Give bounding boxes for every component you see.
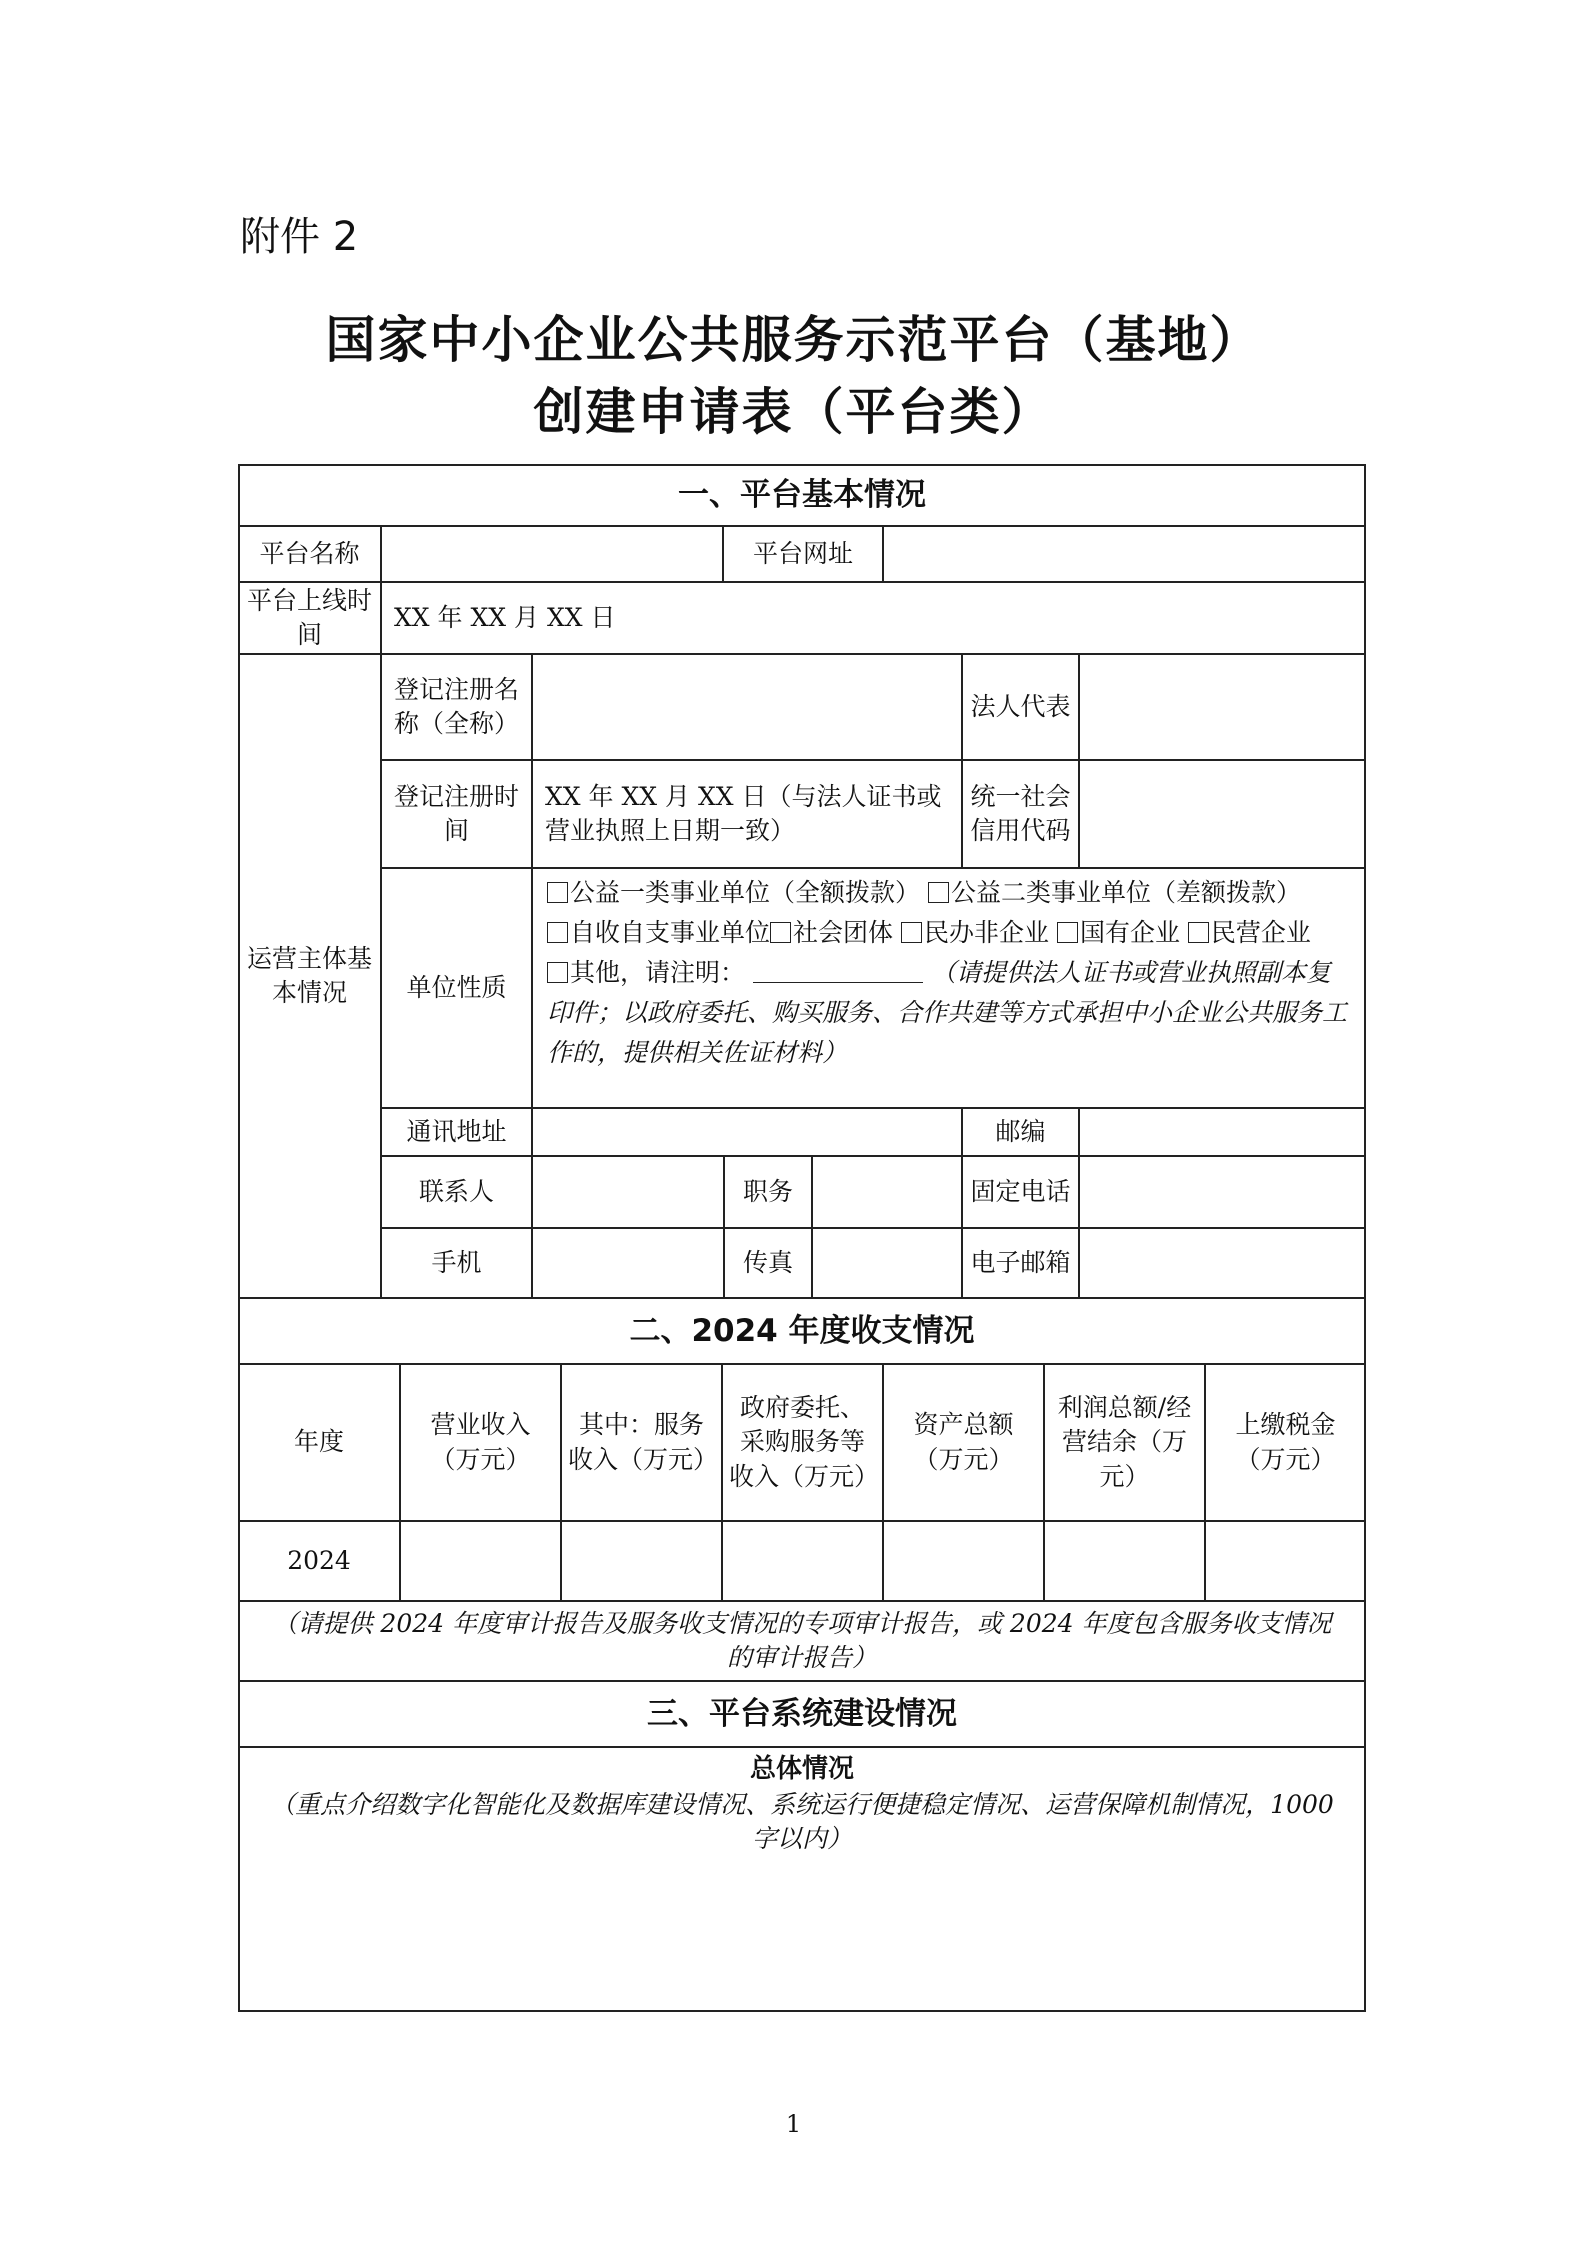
platform-url-field[interactable]	[883, 526, 1366, 582]
revenue-input[interactable]	[400, 1521, 561, 1601]
table-header-total-assets: 资产总额（万元）	[883, 1364, 1044, 1521]
section3-subheading: 总体情况	[749, 1754, 854, 1784]
nature-option-8-label: 其他，请注明：	[570, 958, 746, 987]
checkbox-icon	[547, 962, 568, 983]
checkbox-icon	[1057, 922, 1078, 943]
checkbox-icon	[770, 922, 791, 943]
legal-rep-field[interactable]	[1079, 654, 1366, 760]
phone-label: 固定电话	[962, 1156, 1079, 1228]
table-header-service-revenue: 其中：服务收入（万元）	[561, 1364, 722, 1521]
platform-name-field[interactable]	[381, 526, 723, 582]
email-field[interactable]	[1079, 1228, 1366, 1298]
fax-field[interactable]	[812, 1228, 962, 1298]
reg-name-field[interactable]	[532, 654, 962, 760]
nature-option-3[interactable]	[547, 918, 770, 947]
legal-rep-label: 法人代表	[962, 654, 1079, 760]
nature-option-2[interactable]	[928, 878, 1301, 907]
checkbox-icon	[547, 882, 568, 903]
nature-option-4[interactable]	[770, 918, 893, 947]
page-number: 1	[785, 2110, 802, 2138]
nature-option-2-label: 公益二类事业单位（差额拨款）	[950, 878, 1301, 907]
form-title-line1: 国家中小企业公共服务示范平台（基地）	[325, 311, 1262, 369]
fax-label: 传真	[724, 1228, 812, 1298]
table-row-year: 2024	[238, 1521, 400, 1601]
platform-name-label: 平台名称	[238, 526, 381, 582]
nature-option-1[interactable]	[547, 878, 920, 907]
checkbox-icon	[901, 922, 922, 943]
nature-label: 单位性质	[381, 868, 532, 1108]
credit-code-label: 统一社会信用代码	[962, 760, 1079, 868]
nature-option-4-label: 社会团体	[793, 918, 894, 947]
checkbox-icon	[1188, 922, 1209, 943]
platform-url-label: 平台网址	[723, 526, 883, 582]
nature-option-5-label: 民办非企业	[923, 918, 1049, 947]
form-title-line2: 创建申请表（平台类）	[533, 383, 1054, 441]
reg-time-field[interactable]: XX 年 XX 月 XX 日（与法人证书或营业执照上日期一致）	[532, 760, 962, 868]
service-revenue-input[interactable]	[561, 1521, 722, 1601]
operator-label: 运营主体基本情况	[238, 654, 381, 1298]
reg-time-label: 登记注册时间	[381, 760, 532, 868]
table-header-profit: 利润总额/经营结余（万元）	[1044, 1364, 1205, 1521]
section3-heading: 三、平台系统建设情况	[238, 1681, 1366, 1747]
nature-option-3-label: 自收自支事业单位	[570, 918, 771, 947]
nature-option-8[interactable]	[547, 958, 745, 987]
position-field[interactable]	[812, 1156, 962, 1228]
section3-note: （重点介绍数字化智能化及数据库建设情况、系统运行便捷稳定情况、运营保障机制情况，1000 字以内）	[270, 1789, 1334, 1854]
mobile-label: 手机	[381, 1228, 532, 1298]
government-revenue-input[interactable]	[722, 1521, 883, 1601]
nature-option-5[interactable]	[901, 918, 1049, 947]
section1-heading: 一、平台基本情况	[238, 464, 1366, 526]
profit-input[interactable]	[1044, 1521, 1205, 1601]
nature-option-7-label: 民营企业	[1210, 918, 1311, 947]
email-label: 电子邮箱	[962, 1228, 1079, 1298]
address-field[interactable]	[532, 1108, 962, 1156]
reg-name-label: 登记注册名称（全称）	[381, 654, 532, 760]
section3-content[interactable]	[238, 1747, 1366, 2012]
nature-option-6[interactable]	[1057, 918, 1180, 947]
nature-note: （请提供法人证书或营业执照副本复印件；以政府委托、购买服务、合作共建等方式承担中小企业公共服务工作的，提供相关佐证材料）	[547, 958, 1348, 1067]
table-header-revenue: 营业收入（万元）	[400, 1364, 561, 1521]
contact-field[interactable]	[532, 1156, 724, 1228]
nature-option-1-label: 公益一类事业单位（全额拨款）	[570, 878, 921, 907]
contact-label: 联系人	[381, 1156, 532, 1228]
table-header-year: 年度	[238, 1364, 400, 1521]
postcode-label: 邮编	[962, 1108, 1079, 1156]
online-time-field[interactable]: XX 年 XX 月 XX 日	[381, 582, 1366, 654]
attachment-label: 附件 2	[240, 214, 359, 260]
mobile-field[interactable]	[532, 1228, 724, 1298]
nature-option-6-label: 国有企业	[1079, 918, 1180, 947]
total-assets-input[interactable]	[883, 1521, 1044, 1601]
checkbox-icon	[547, 922, 568, 943]
table-header-tax: 上缴税金（万元）	[1205, 1364, 1366, 1521]
table-header-government-revenue: 政府委托、采购服务等收入（万元）	[722, 1364, 883, 1521]
nature-other-input[interactable]	[753, 956, 923, 983]
phone-field[interactable]	[1079, 1156, 1366, 1228]
credit-code-field[interactable]	[1079, 760, 1366, 868]
address-label: 通讯地址	[381, 1108, 532, 1156]
nature-options	[532, 868, 1366, 1108]
section2-note: （请提供 2024 年度审计报告及服务收支情况的专项审计报告，或 2024 年度包含服务收支情况的审计报告）	[238, 1601, 1366, 1681]
postcode-field[interactable]	[1079, 1108, 1366, 1156]
tax-input[interactable]	[1205, 1521, 1366, 1601]
nature-option-7[interactable]	[1188, 918, 1311, 947]
section2-heading: 二、2024 年度收支情况	[238, 1298, 1366, 1364]
online-time-label: 平台上线时间	[238, 582, 381, 654]
position-label: 职务	[724, 1156, 812, 1228]
checkbox-icon	[928, 882, 949, 903]
